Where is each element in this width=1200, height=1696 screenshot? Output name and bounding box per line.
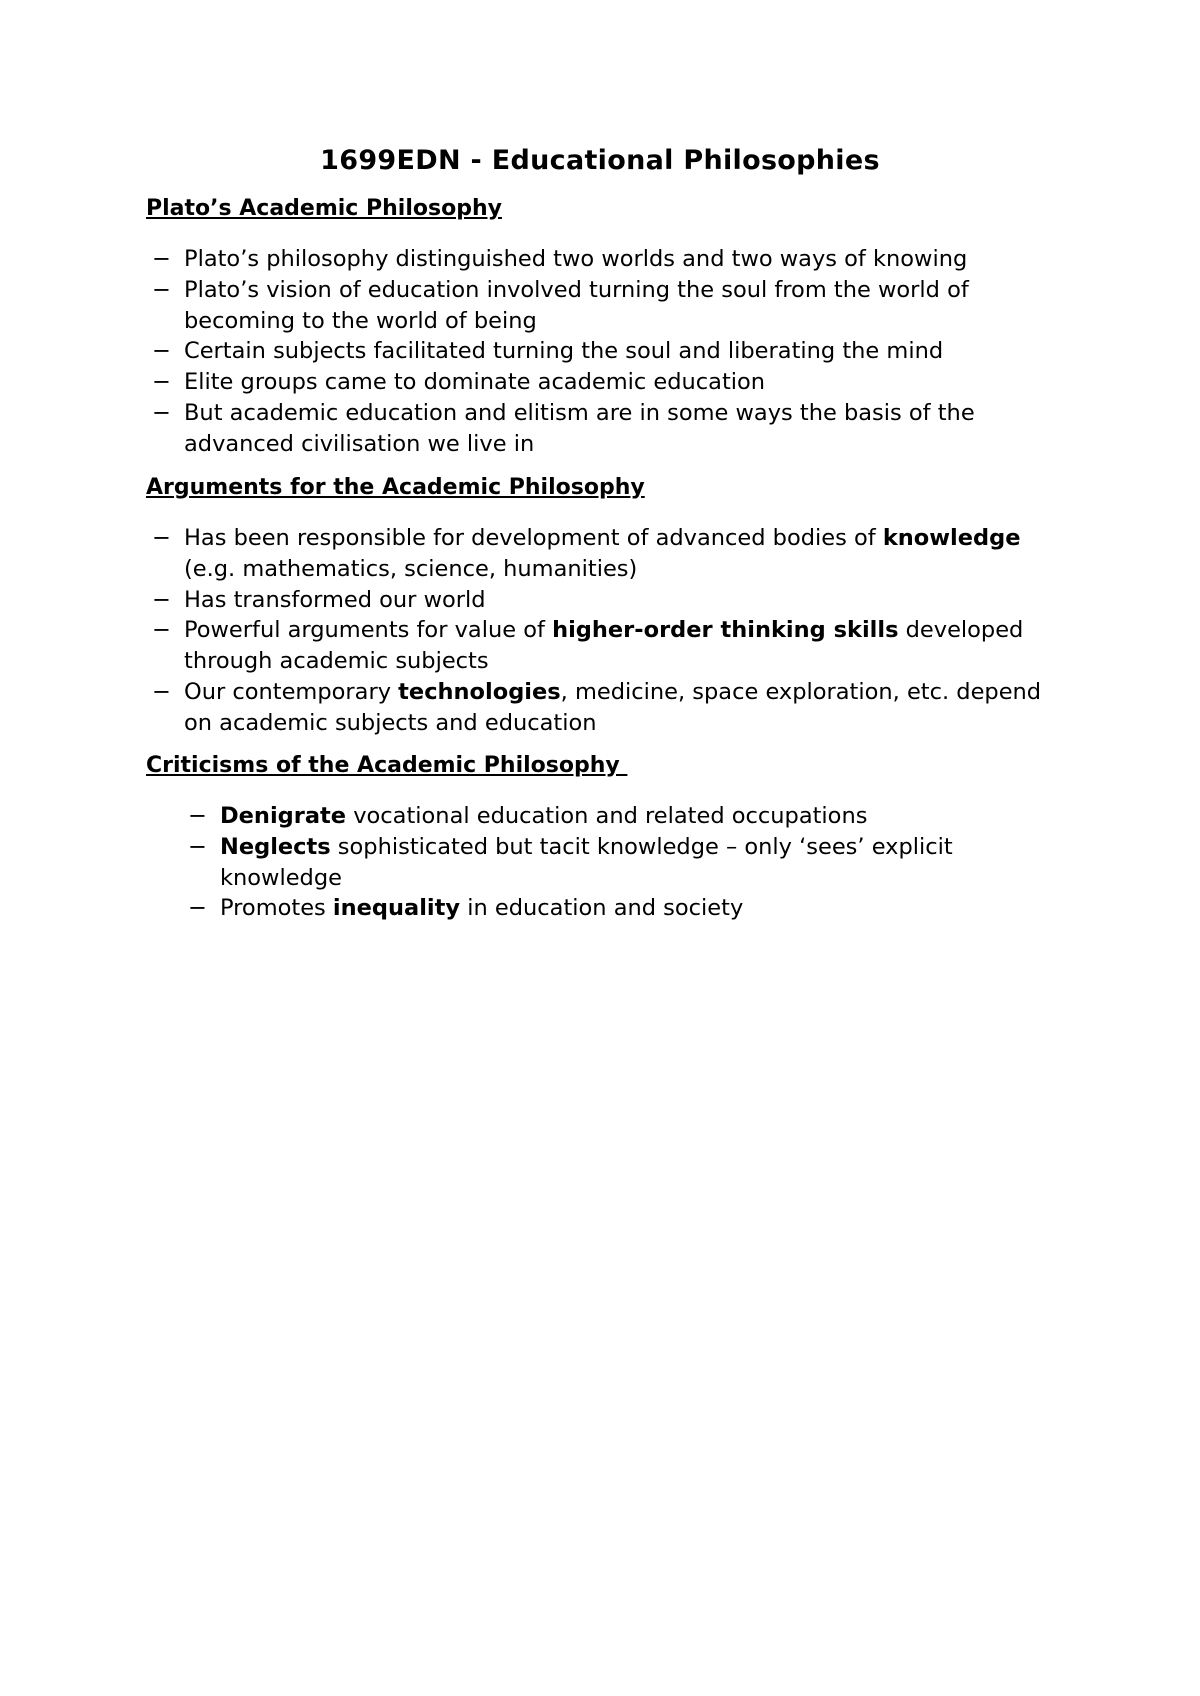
list-item: − Has transformed our world (146, 585, 1066, 616)
criticisms-list (146, 801, 1066, 924)
section-heading-arguments-for: Arguments for the Academic Philosophy (146, 475, 645, 500)
dash-bullet: − (152, 246, 171, 272)
dash-bullet: − (188, 895, 207, 922)
dash-bullet: − (152, 525, 171, 551)
dash-bullet: − (152, 276, 171, 303)
list-item: − Neglects sophisticated but tacit knowledge – only ‘sees’ explicit knowledge (188, 833, 953, 891)
dash-bullet: − (152, 586, 171, 613)
list-item: − Elite groups came to dominate academic education (146, 367, 1066, 398)
list-item: − Plato’s philosophy distinguished two worlds and two ways of knowing (146, 244, 1066, 275)
dash-bullet: − (188, 803, 207, 829)
dash-bullet: − (152, 617, 171, 644)
list-item: − Certain subjects facilitated turning the soul and liberating the mind (146, 336, 1066, 367)
section-heading-platos-academic-philosophy: Plato’s Academic Philosophy (146, 196, 502, 221)
list-item: − Plato’s vision of education involved turning the soul from the world of becoming to the world of being (152, 276, 969, 334)
dash-bullet: − (152, 369, 171, 396)
document-title: 1699EDN - Educational Philosophies (320, 145, 880, 176)
list-item: − Our contemporary technologies, medicine, space exploration, etc. depend on academic subjects and education (152, 678, 1042, 736)
dash-bullet: − (152, 399, 171, 426)
platos-philosophy-list (146, 244, 1066, 460)
list-item: − Powerful arguments for value of higher-order thinking skills developed through academic subjects (152, 617, 1024, 675)
list-item: − But academic education and elitism are in some ways the basis of the advanced civilisation we live in (152, 399, 975, 457)
dash-bullet: − (188, 833, 207, 860)
section-heading-criticisms: Criticisms of the Academic Philosophy (146, 753, 628, 778)
list-item: − Promotes inequality in education and society (146, 893, 1066, 924)
dash-bullet: − (152, 338, 171, 365)
list-item: − Has been responsible for development of advanced bodies of knowledge (e.g. mathematics, science, humanities) (152, 525, 1021, 582)
dash-bullet: − (152, 678, 171, 705)
arguments-list (146, 523, 1066, 739)
list-item: − Denigrate vocational education and related occupations (146, 801, 1066, 832)
